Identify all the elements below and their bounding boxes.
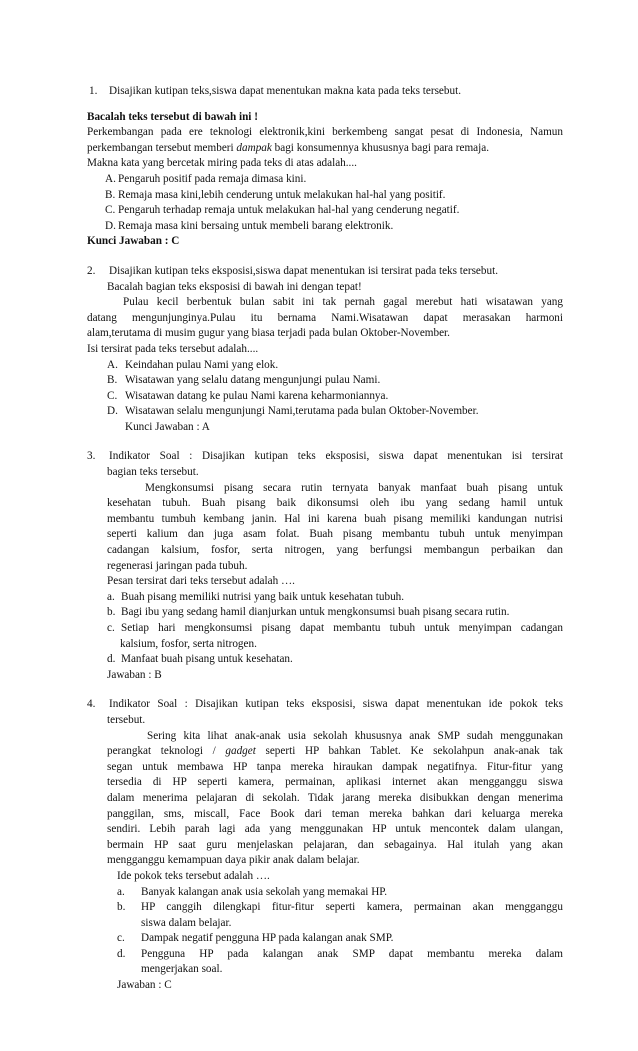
q3-passage-line: kesehatan tubuh. Buah pisang baik dikonsumsi oleh ibu yang sedang hamil untuk [107,497,563,510]
option-text: Pengaruh terhadap remaja untuk melakukan hal-hal yang cenderung negatif. [118,204,460,217]
q4-passage-line: tersedia di HP seperti kamera, permainan, aplikasi internet akan mengganggu siswa [107,776,563,789]
q1-passage-italic: dampak [236,141,272,154]
option-text: Keindahan pulau Nami yang elok. [125,358,279,371]
option-label: C. [107,389,118,402]
q3-passage-line: seperti kalium dan juga asam folat. Buah pisang membantu tubuh untuk menyimpan [107,528,563,541]
q4-passage-line: segan untuk membawa HP tanpa mereka hiraukan dampak negatifnya. Fitur-fitur yang [107,760,563,773]
q3-indicator [87,449,563,465]
option-label: c. [117,932,125,945]
option-label: C. [105,204,116,217]
q1-passage [87,125,563,156]
q4-answer: Jawaban : C [117,979,172,992]
option-label: c. [107,622,115,634]
option-label: a. [117,885,125,898]
q2-option [87,404,563,420]
option-text: Remaja masa kini,lebih cenderung untuk melakukan hal-hal yang positif. [118,188,446,201]
q2-number: 2. [87,264,96,277]
option-text: Wisatawan datang ke pulau Nami karena keharmoniannya. [125,389,389,402]
q3-option [87,590,563,606]
q4-passage-italic: gadget [225,745,256,758]
q3-question: Pesan tersirat dari teks tersebut adalah …. [107,575,295,588]
q3-option [87,652,563,668]
option-text: Wisatawan yang selalu datang mengunjungi pulau Nami. [125,374,381,387]
q2-indicator [87,264,563,280]
q2-answer: Kunci Jawaban : A [125,420,210,433]
q4-passage-line: panggilan, sms, miscall, Face Book dari teman mereka bahkan dari keluarga mereka [107,807,563,820]
q4-option [87,931,563,947]
option-text: Banyak kalangan anak usia sekolah yang memakai HP. [141,885,388,898]
option-text: Bagi ibu yang sedang hamil dianjurkan untuk mengkonsumsi buah pisang secara rutin. [121,606,510,619]
q1-number: 1. [89,85,98,97]
q3-passage-line: Mengkonsumsi pisang secara rutin ternyata banyak manfaat buah pisang untuk [145,481,563,494]
q4-passage-line [87,744,563,760]
q1-option [87,219,563,235]
q2-instruction: Bacalah bagian teks eksposisi di bawah ini dengan tepat! [107,280,362,293]
q4-option [87,900,563,916]
option-label: A. [107,358,118,371]
q3-option [87,605,563,621]
q4-passage-line: dalam menerima pelajaran di sekolah. Tidak jarang mereka disibukkan dengan menerima [107,791,563,804]
q3-option [87,621,563,637]
q4-indicator-line: tersebut. [107,713,146,726]
option-label: b. [117,901,126,914]
q3-passage-line: cadangan kalsium, fosfor, serta nitrogen, yang berfungsi membangun perbaikan dan [107,544,563,557]
q4-passage-after: seperti HP bahkan Tablet. Ke sekolahpun anak-anak tak [255,745,563,758]
option-text: Pengguna HP pada kalangan anak SMP dapat membantu mereka dalam [141,947,563,960]
option-text: Wisatawan selalu mengunjungi Nami,terutama pada bulan Oktober-November. [125,405,479,418]
q2-indicator-text: Disajikan kutipan teks eksposisi,siswa dapat menentukan isi tersirat pada teks tersebut. [109,264,498,277]
q1-option [87,203,563,219]
q1-passage-before: Perkembangan pada ere teknologi elektronik,kini berkembeng sangat pesat di Indonesia, Namun perkembangan tersebut memberi [87,126,563,154]
option-text: Manfaat buah pisang untuk kesehatan. [121,653,293,666]
q1-indicator [89,84,563,100]
q3-number: 3. [87,450,96,463]
q2-question: Isi tersirat pada teks tersebut adalah.... [87,342,259,355]
option-label: B. [107,374,118,387]
q2-passage-line: datang mengunjunginya.Pulau itu bernama Nami.Wisatawan dapat merasakan harmoni [87,311,563,324]
option-text: Remaja masa kini bersaing untuk membeli barang elektronik. [118,219,394,232]
option-label: B. [105,188,116,201]
option-text: Pengaruh positif pada remaja dimasa kini. [118,172,307,185]
q1-indicator-text: Disajikan kutipan teks,siswa dapat menentukan makna kata pada teks tersebut. [109,85,461,97]
q4-indicator [87,697,563,713]
q2-option [87,358,563,374]
q1-passage-after: bagi konsumennya khususnya bagi para remaja. [271,141,490,154]
q4-option-continuation: siswa dalam belajar. [141,916,232,929]
document-page [87,84,563,994]
q1-instruction: Bacalah teks tersebut di bawah ini ! [87,110,258,123]
q4-passage-before: perangkat teknologi / [107,745,226,758]
option-label: d. [107,653,116,666]
option-label: a. [107,590,115,603]
q3-passage-line: regenerasi jaringan pada tubuh. [107,559,248,572]
q3-indicator-line: Indikator Soal : Disajikan kutipan teks eksposisi, siswa dapat menentukan isi tersirat [109,450,563,463]
q4-option [87,885,563,901]
q4-passage-line: Sering kita lihat anak-anak usia sekolah khususnya anak SMP sudah menggunakan [147,729,563,742]
option-label: D. [107,405,118,418]
q4-passage-line: bermain HP saat guru menjelaskan pelajaran, dan sebagainya. Hal itulah yang akan [107,838,563,851]
option-label: b. [107,606,116,619]
q1-option [87,172,563,188]
q4-passage-line: sendiri. Lebih parah lagi ada yang menggunakan HP untuk mencontek dalam ulangan, [107,823,563,836]
option-text: Setiap hari mengkonsumsi pisang dapat membantu tubuh untuk menyimpan cadangan [121,622,563,634]
option-text: Dampak negatif pengguna HP pada kalangan anak SMP. [141,932,394,945]
q1-answer: Kunci Jawaban : C [87,235,180,248]
q2-passage-line: Pulau kecil berbentuk bulan sabit ini tak pernah gagal merebut hati wisatawan yang [123,296,563,309]
q4-passage-line: mengganggu kemampuan daya pikir anak dalam belajar. [107,854,360,867]
q3-option-continuation: kalsium, fosfor, serta nitrogen. [120,637,257,650]
q3-answer: Jawaban : B [107,668,162,681]
q2-option [87,373,563,389]
q2-passage-line: alam,terutama di musim gugur yang biasa terjadi pada bulan Oktober-November. [87,327,450,340]
option-text: Buah pisang memiliki nutrisi yang baik untuk kesehatan tubuh. [121,590,405,603]
q4-question: Ide pokok teks tersebut adalah …. [117,869,270,882]
option-text: HP canggih dilengkapi fitur-fitur seperti kamera, permainan akan mengganggu [141,901,563,914]
q1-option [87,188,563,204]
q3-indicator-line: bagian teks tersebut. [107,466,199,479]
q2-option [87,389,563,405]
q4-number: 4. [87,698,96,711]
option-label: A. [105,172,116,185]
q3-passage-line: membantu tumbuh kembang janin. Hal ini karena buah pisang memiliki kandungan nutrisi [107,512,563,525]
option-label: d. [117,947,126,960]
q4-option [87,947,563,963]
q4-option-continuation: mengerjakan soal. [141,963,223,976]
option-label: D. [105,219,116,232]
q1-question: Makna kata yang bercetak miring pada teks di atas adalah.... [87,157,357,170]
q4-indicator-line: Indikator Soal : Disajikan kutipan teks eksposisi, siswa dapat menentukan ide pokok teks [109,698,563,711]
